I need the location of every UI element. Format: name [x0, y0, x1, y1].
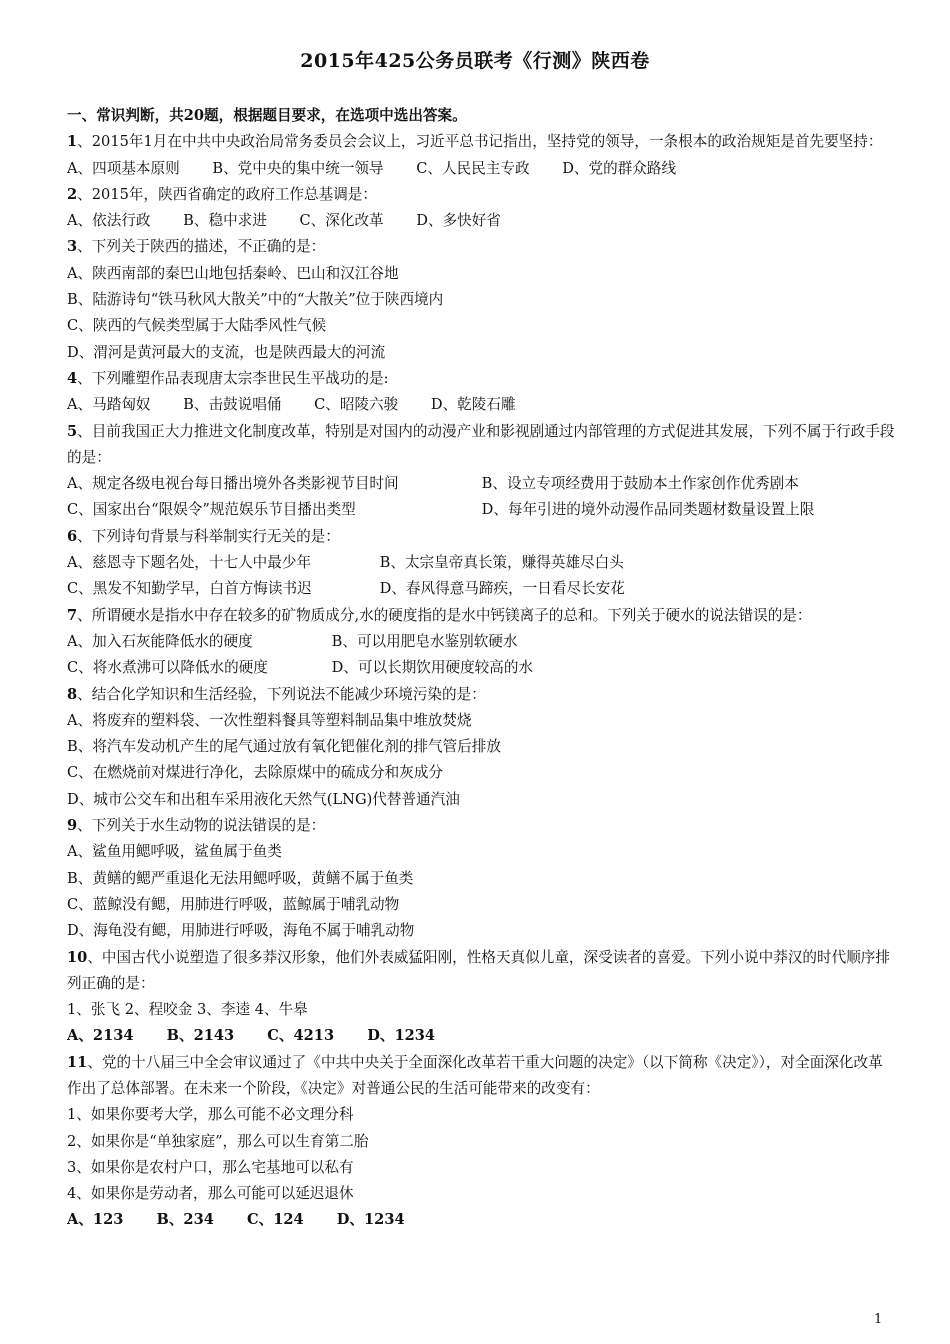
option-d: D、1234	[367, 1027, 436, 1045]
question-9	[67, 813, 897, 839]
question-item: 3、如果你是农村户口，那么宅基地可以私有	[67, 1158, 354, 1176]
option-c: C、国家出台“限娱令”规范娱乐节目播出类型	[67, 501, 356, 519]
question-8	[67, 682, 897, 708]
option-c: C、4213	[267, 1027, 335, 1045]
options-row	[67, 550, 897, 576]
option-b: B、234	[156, 1211, 214, 1229]
question-stem: 、下列关于水生动物的说法错误的是：	[77, 817, 326, 835]
question-number: 6	[67, 527, 78, 545]
document-body	[67, 103, 897, 1234]
question-item: 1、如果你要考大学，那么可能不必文理分科	[67, 1106, 354, 1124]
question-stem: 、2015年1月在中共中央政治局常务委员会会议上，习近平总书记指出，坚持党的领导，一条根本的政治规矩是首先要坚持：	[77, 133, 883, 151]
option-b: B、太宗皇帝真长策，赚得英雄尽白头	[379, 554, 624, 572]
question-number: 10	[67, 948, 88, 966]
option-b: B、击鼓说唱俑	[183, 396, 282, 414]
question-4	[67, 366, 897, 392]
option-a: A、陕西南部的秦巴山地包括秦岭、巴山和汉江谷地	[67, 264, 399, 282]
question-stem: 、目前我国正大力推进文化制度改革，特别是对国内的动漫产业和影视剧通过内部管理的方式促进其发展，下列不属于行政手段的是：	[67, 422, 895, 466]
options-row	[67, 392, 897, 418]
option-c: C、黑发不知勤学早，白首方悔读书迟	[67, 580, 312, 598]
option-a: A、鲨鱼用鳃呼吸，鲨鱼属于鱼类	[67, 843, 282, 861]
option-d: D、可以长期饮用硬度较高的水	[331, 659, 534, 677]
question-number: 11	[67, 1053, 88, 1071]
question-1	[67, 129, 897, 155]
option-a: A、规定各级电视台每日播出境外各类影视节目时间	[67, 475, 399, 493]
question-item: 2、如果你是“单独家庭”，那么可以生育第二胎	[67, 1132, 369, 1150]
option-d: D、渭河是黄河最大的支流，也是陕西最大的河流	[67, 343, 386, 361]
option-c: C、人民民主专政	[416, 159, 530, 177]
question-11	[67, 1050, 897, 1103]
question-10	[67, 945, 897, 998]
question-stem: 、党的十八届三中全会审议通过了《中共中央关于全面深化改革若干重大问题的决定》（以下简称《决定》），对全面深化改革作出了总体部署。在未来一个阶段，《决定》对普通公民的生活可能带来的改变有：	[67, 1053, 883, 1097]
option-b: B、可以用肥皂水鉴别软硬水	[331, 632, 518, 650]
option-b: B、稳中求进	[183, 212, 267, 230]
options-row	[67, 655, 897, 681]
question-stem: 、结合化学知识和生活经验，下列说法不能减少环境污染的是：	[77, 685, 486, 703]
page-number: 1	[874, 1312, 883, 1327]
option-b: B、党中央的集中统一领导	[212, 159, 384, 177]
option-d: D、每年引进的境外动漫作品同类题材数量设置上限	[481, 501, 815, 519]
options-row	[67, 156, 897, 182]
option-a: A、依法行政	[67, 212, 151, 230]
option-b: B、黄鳝的鳃严重退化无法用鳃呼吸，黄鳝不属于鱼类	[67, 869, 414, 887]
option-a: A、慈恩寺下题名处，十七人中最少年	[67, 554, 312, 572]
option-d: D、海龟没有鳃，用肺进行呼吸，海龟不属于哺乳动物	[67, 922, 415, 940]
option-d: D、城市公交车和出租车采用液化天然气(LNG)代替普通汽油	[67, 790, 460, 808]
option-b: B、设立专项经费用于鼓励本土作家创作优秀剧本	[481, 475, 799, 493]
question-3	[67, 234, 897, 260]
question-stem: 、所谓硬水是指水中存在较多的矿物质成分,水的硬度指的是水中钙镁离子的总和。下列关于硬水的说法错误的是：	[77, 606, 812, 624]
option-c: C、深化改革	[299, 212, 384, 230]
option-d: D、党的群众路线	[562, 159, 677, 177]
option-d: D、1234	[336, 1211, 405, 1229]
options-row	[67, 1207, 897, 1233]
question-stem: 、下列诗句背景与科举制实行无关的是：	[77, 527, 340, 545]
question-stem: 、2015年，陕西省确定的政府工作总基调是：	[77, 185, 377, 203]
question-items: 1、张飞 2、程咬金 3、李逵 4、牛皋	[67, 1001, 308, 1019]
question-number: 4	[67, 369, 78, 387]
option-a: A、四项基本原则	[67, 159, 180, 177]
option-a: A、将废弃的塑料袋、一次性塑料餐具等塑料制品集中堆放焚烧	[67, 711, 472, 729]
options-row	[67, 576, 897, 602]
option-c: C、昭陵六骏	[314, 396, 399, 414]
options-row	[67, 629, 897, 655]
option-a: A、加入石灰能降低水的硬度	[67, 632, 253, 650]
option-c: C、陕西的气候类型属于大陆季风性气候	[67, 317, 327, 335]
question-number: 9	[67, 817, 78, 835]
option-c: C、蓝鲸没有鳃，用肺进行呼吸，蓝鲸属于哺乳动物	[67, 895, 400, 913]
option-c: C、将水煮沸可以降低水的硬度	[67, 659, 268, 677]
option-b: B、将汽车发动机产生的尾气通过放有氧化钯催化剂的排气管后排放	[67, 738, 501, 756]
options-row	[67, 497, 897, 523]
options-row	[67, 208, 897, 234]
document-title: 2015年425公务员联考《行测》陕西卷	[300, 50, 650, 72]
question-stem: 、中国古代小说塑造了很多莽汉形象，他们外表威猛阳刚，性格天真似儿童，深受读者的喜爱。下列小说中莽汉的时代顺序排列正确的是：	[67, 948, 890, 992]
question-number: 5	[67, 422, 78, 440]
option-d: D、春风得意马蹄疾，一日看尽长安花	[379, 580, 625, 598]
question-number: 8	[67, 685, 78, 703]
option-a: A、2134	[67, 1027, 134, 1045]
question-stem: 、下列关于陕西的描述，不正确的是：	[77, 238, 326, 256]
question-number: 7	[67, 606, 78, 624]
option-b: B、陆游诗句“铁马秋风大散关”中的“大散关”位于陕西境内	[67, 291, 444, 309]
option-c: C、124	[246, 1211, 304, 1229]
question-number: 3	[67, 238, 78, 256]
question-5	[67, 419, 897, 472]
option-a: A、123	[67, 1211, 124, 1229]
question-6	[67, 524, 897, 550]
question-2	[67, 182, 897, 208]
option-c: C、在燃烧前对煤进行净化，去除原煤中的硫成分和灰成分	[67, 764, 444, 782]
section-heading: 一、常识判断，共20题，根据题目要求，在选项中选出答案。	[67, 107, 467, 124]
options-row	[67, 471, 897, 497]
options-row	[67, 1023, 897, 1049]
option-d: D、多快好省	[416, 212, 501, 230]
question-7	[67, 603, 897, 629]
question-number: 1	[67, 133, 78, 151]
option-d: D、乾陵石雕	[430, 396, 516, 414]
option-a: A、马踏匈奴	[67, 396, 151, 414]
question-number: 2	[67, 185, 78, 203]
option-b: B、2143	[166, 1027, 235, 1045]
question-stem: 、下列雕塑作品表现唐太宗李世民生平战功的是:	[77, 369, 389, 387]
question-item: 4、如果你是劳动者，那么可能可以延迟退休	[67, 1185, 354, 1203]
